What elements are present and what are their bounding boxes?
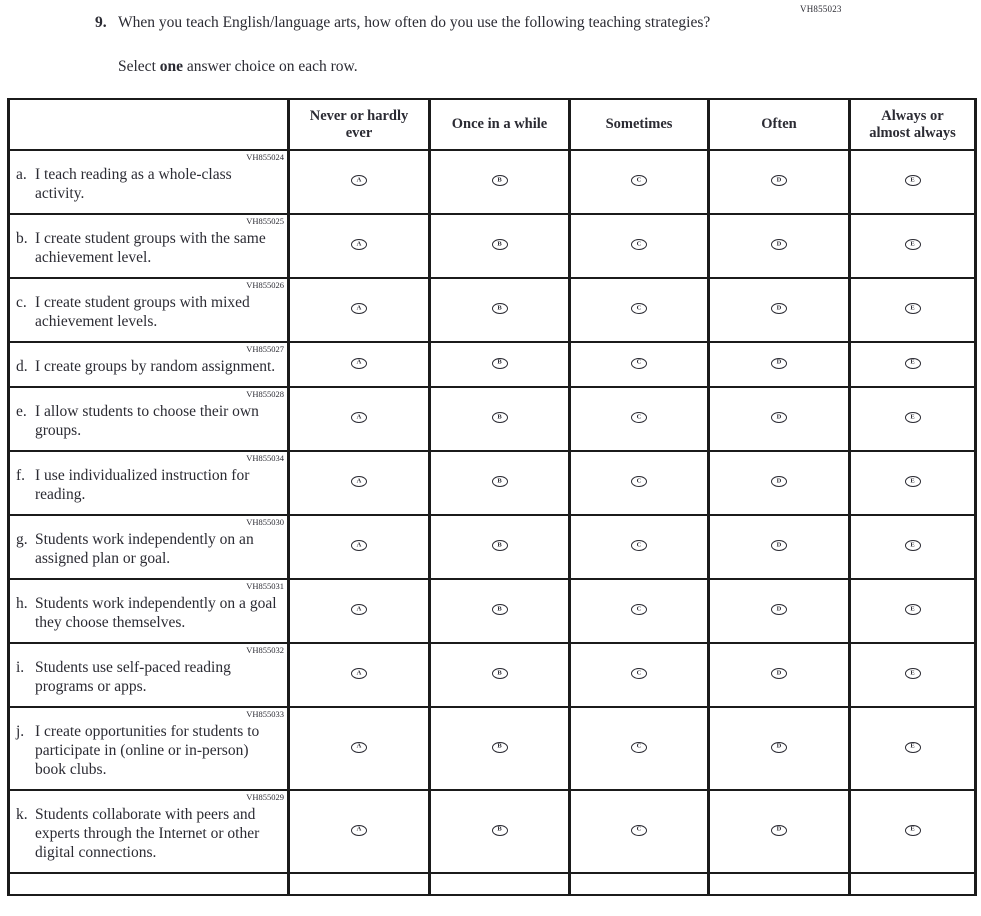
row-text: Students work independently on an assigned plan or goal. — [35, 531, 254, 567]
answer-bubble-letter: A — [356, 605, 362, 613]
column-header: Always or almost always — [850, 99, 976, 150]
answer-cell — [709, 342, 850, 387]
answer-bubble-letter: B — [497, 605, 502, 613]
answer-cell — [430, 214, 570, 278]
answer-bubble-letter: A — [356, 358, 362, 366]
answer-bubble-b[interactable] — [492, 175, 508, 186]
answer-bubble-e[interactable] — [905, 825, 921, 836]
row-code: VH855024 — [246, 152, 284, 162]
answer-bubble-letter: E — [910, 358, 915, 366]
answer-cell — [709, 451, 850, 515]
row-text: I create student groups with the same achievement level. — [35, 230, 266, 266]
answer-bubble-b[interactable] — [492, 825, 508, 836]
row-letter: k. — [16, 806, 28, 823]
answer-bubble-e[interactable] — [905, 668, 921, 679]
question-number: 9. — [95, 14, 107, 31]
answer-bubble-a[interactable] — [351, 175, 367, 186]
cutoff-row — [9, 873, 976, 895]
answer-cell — [430, 579, 570, 643]
row-letter: d. — [16, 358, 28, 375]
answer-bubble-letter: B — [497, 742, 502, 750]
answer-cell — [850, 579, 976, 643]
answer-bubble-d[interactable] — [771, 412, 787, 423]
answer-bubble-letter: C — [636, 240, 642, 248]
answer-bubble-letter: A — [356, 240, 362, 248]
instruction-post: answer choice on each row. — [183, 58, 358, 75]
row-code: VH855025 — [246, 216, 284, 226]
answer-cell — [289, 790, 430, 873]
answer-bubble-letter: B — [497, 304, 502, 312]
answer-cell — [709, 790, 850, 873]
question-block — [95, 12, 746, 33]
answer-cell — [850, 387, 976, 451]
answer-cell — [850, 214, 976, 278]
answer-cell — [289, 451, 430, 515]
answer-bubble-e[interactable] — [905, 742, 921, 753]
answer-cell — [430, 515, 570, 579]
answer-cell — [430, 707, 570, 790]
cutoff-cell — [430, 873, 570, 895]
cutoff-cell — [570, 873, 709, 895]
answer-bubble-e[interactable] — [905, 175, 921, 186]
row-letter: b. — [16, 230, 28, 247]
instruction-bold: one — [159, 58, 183, 75]
answer-cell — [570, 707, 709, 790]
row-code: VH855034 — [246, 453, 284, 463]
answer-bubble-d[interactable] — [771, 742, 787, 753]
answer-bubble-a[interactable] — [351, 742, 367, 753]
answer-bubble-a[interactable] — [351, 476, 367, 487]
answer-cell — [850, 515, 976, 579]
answer-bubble-c[interactable] — [631, 412, 647, 423]
answer-bubble-letter: A — [356, 541, 362, 549]
answer-cell — [850, 643, 976, 707]
table-row — [9, 579, 976, 643]
answer-bubble-d[interactable] — [771, 239, 787, 250]
answer-bubble-letter: C — [636, 669, 642, 677]
row-text: I use individualized instruction for reading. — [35, 467, 250, 503]
answer-cell — [709, 515, 850, 579]
answer-bubble-letter: C — [636, 413, 642, 421]
answer-bubble-letter: C — [636, 605, 642, 613]
answer-bubble-letter: E — [910, 176, 915, 184]
answer-bubble-e[interactable] — [905, 358, 921, 369]
answer-cell — [709, 278, 850, 342]
answer-bubble-c[interactable] — [631, 239, 647, 250]
answer-bubble-e[interactable] — [905, 604, 921, 615]
answer-cell — [430, 451, 570, 515]
answer-bubble-letter: D — [776, 541, 782, 549]
answer-cell — [289, 707, 430, 790]
answer-bubble-letter: B — [497, 669, 502, 677]
form-code: VH855023 — [800, 4, 842, 14]
answer-cell — [430, 150, 570, 214]
row-code: VH855032 — [246, 645, 284, 655]
answer-bubble-letter: A — [356, 477, 362, 485]
answer-bubble-letter: D — [776, 605, 782, 613]
answer-cell — [850, 790, 976, 873]
answer-bubble-letter: B — [497, 477, 502, 485]
answer-cell — [570, 214, 709, 278]
column-header: Sometimes — [570, 99, 709, 150]
answer-cell — [430, 643, 570, 707]
answer-bubble-d[interactable] — [771, 303, 787, 314]
answer-bubble-a[interactable] — [351, 668, 367, 679]
answer-bubble-letter: D — [776, 825, 782, 833]
answer-cell — [430, 387, 570, 451]
cutoff-cell — [709, 873, 850, 895]
answer-bubble-c[interactable] — [631, 604, 647, 615]
answer-bubble-a[interactable] — [351, 303, 367, 314]
answer-cell — [570, 579, 709, 643]
answer-bubble-d[interactable] — [771, 668, 787, 679]
row-text: Students collaborate with peers and experts through the Internet or other digital connections. — [35, 806, 260, 861]
answer-cell — [289, 579, 430, 643]
answer-bubble-letter: D — [776, 240, 782, 248]
row-code: VH855031 — [246, 581, 284, 591]
answer-bubble-letter: B — [497, 541, 502, 549]
question-text: When you teach English/language arts, how often do you use the following teaching strategies? — [118, 14, 711, 31]
table-row — [9, 150, 976, 214]
answer-bubble-letter: C — [636, 358, 642, 366]
answer-cell — [430, 790, 570, 873]
answer-bubble-letter: D — [776, 477, 782, 485]
answer-bubble-d[interactable] — [771, 604, 787, 615]
answer-cell — [850, 451, 976, 515]
answer-bubble-d[interactable] — [771, 476, 787, 487]
answer-bubble-letter: E — [910, 541, 915, 549]
answer-cell — [570, 150, 709, 214]
header-row — [9, 99, 976, 150]
answer-cell — [570, 643, 709, 707]
row-text: I teach reading as a whole-class activity. — [35, 166, 232, 202]
answer-bubble-c[interactable] — [631, 175, 647, 186]
table-row — [9, 342, 976, 387]
table-row — [9, 451, 976, 515]
row-code: VH855028 — [246, 389, 284, 399]
row-letter: e. — [16, 403, 27, 420]
answer-bubble-d[interactable] — [771, 540, 787, 551]
answer-cell — [289, 278, 430, 342]
answer-cell — [709, 387, 850, 451]
answer-bubble-letter: E — [910, 825, 915, 833]
answer-bubble-letter: E — [910, 304, 915, 312]
answer-bubble-letter: E — [910, 605, 915, 613]
answer-bubble-letter: E — [910, 742, 915, 750]
answer-bubble-letter: C — [636, 477, 642, 485]
header-stub-cell — [9, 99, 289, 150]
answer-bubble-letter: B — [497, 413, 502, 421]
answer-cell — [430, 342, 570, 387]
answer-cell — [850, 150, 976, 214]
answer-cell — [430, 278, 570, 342]
row-letter: g. — [16, 531, 28, 548]
answer-bubble-letter: B — [497, 176, 502, 184]
answer-bubble-b[interactable] — [492, 668, 508, 679]
answer-bubble-b[interactable] — [492, 540, 508, 551]
question-instruction — [118, 57, 358, 77]
answer-bubble-b[interactable] — [492, 476, 508, 487]
row-text: Students use self-paced reading programs or apps. — [35, 659, 231, 695]
survey-table-body — [9, 150, 976, 895]
answer-cell — [709, 643, 850, 707]
row-text: I allow students to choose their own groups. — [35, 403, 259, 439]
answer-bubble-a[interactable] — [351, 358, 367, 369]
answer-cell — [850, 278, 976, 342]
answer-bubble-a[interactable] — [351, 412, 367, 423]
item-cell — [9, 643, 289, 707]
row-code: VH855030 — [246, 517, 284, 527]
table-row — [9, 790, 976, 873]
row-letter: i. — [16, 659, 25, 676]
answer-cell — [289, 214, 430, 278]
answer-bubble-letter: A — [356, 742, 362, 750]
answer-bubble-letter: B — [497, 358, 502, 366]
answer-cell — [570, 387, 709, 451]
item-cell — [9, 342, 289, 387]
answer-bubble-a[interactable] — [351, 604, 367, 615]
answer-cell — [709, 707, 850, 790]
answer-cell — [570, 515, 709, 579]
answer-cell — [709, 214, 850, 278]
answer-bubble-letter: A — [356, 669, 362, 677]
row-text: Students work independently on a goal they choose themselves. — [35, 595, 277, 631]
answer-bubble-letter: C — [636, 541, 642, 549]
answer-bubble-e[interactable] — [905, 303, 921, 314]
row-letter: j. — [16, 723, 25, 740]
answer-bubble-letter: D — [776, 176, 782, 184]
answer-cell — [850, 342, 976, 387]
answer-bubble-letter: A — [356, 304, 362, 312]
row-text: I create student groups with mixed achievement levels. — [35, 294, 250, 330]
answer-bubble-a[interactable] — [351, 540, 367, 551]
answer-bubble-b[interactable] — [492, 604, 508, 615]
answer-cell — [709, 579, 850, 643]
answer-cell — [289, 515, 430, 579]
answer-bubble-e[interactable] — [905, 239, 921, 250]
row-code: VH855033 — [246, 709, 284, 719]
answer-bubble-c[interactable] — [631, 742, 647, 753]
answer-bubble-letter: E — [910, 669, 915, 677]
cutoff-cell — [850, 873, 976, 895]
answer-bubble-c[interactable] — [631, 540, 647, 551]
answer-bubble-d[interactable] — [771, 175, 787, 186]
answer-bubble-letter: D — [776, 358, 782, 366]
answer-cell — [289, 387, 430, 451]
row-letter: f. — [16, 467, 26, 484]
answer-bubble-c[interactable] — [631, 825, 647, 836]
instruction-pre: Select — [118, 58, 160, 75]
answer-bubble-d[interactable] — [771, 358, 787, 369]
table-row — [9, 643, 976, 707]
answer-bubble-b[interactable] — [492, 303, 508, 314]
answer-bubble-e[interactable] — [905, 540, 921, 551]
answer-bubble-letter: D — [776, 413, 782, 421]
item-cell — [9, 387, 289, 451]
answer-bubble-letter: D — [776, 742, 782, 750]
row-letter: c. — [16, 294, 27, 311]
answer-bubble-letter: B — [497, 825, 502, 833]
item-cell — [9, 790, 289, 873]
answer-bubble-c[interactable] — [631, 668, 647, 679]
answer-bubble-letter: C — [636, 304, 642, 312]
answer-bubble-letter: B — [497, 240, 502, 248]
row-code: VH855029 — [246, 792, 284, 802]
row-code: VH855027 — [246, 344, 284, 354]
answer-cell — [570, 278, 709, 342]
answer-bubble-a[interactable] — [351, 825, 367, 836]
item-cell — [9, 707, 289, 790]
answer-cell — [289, 643, 430, 707]
item-cell — [9, 150, 289, 214]
answer-bubble-letter: A — [356, 413, 362, 421]
answer-bubble-b[interactable] — [492, 412, 508, 423]
answer-bubble-letter: A — [356, 825, 362, 833]
answer-bubble-b[interactable] — [492, 358, 508, 369]
row-letter: a. — [16, 166, 27, 183]
table-row — [9, 515, 976, 579]
answer-cell — [709, 150, 850, 214]
column-header: Never or hardly ever — [289, 99, 430, 150]
answer-bubble-letter: C — [636, 176, 642, 184]
answer-bubble-b[interactable] — [492, 239, 508, 250]
answer-bubble-letter: A — [356, 176, 362, 184]
column-header: Often — [709, 99, 850, 150]
answer-cell — [850, 707, 976, 790]
row-text: I create groups by random assignment. — [35, 358, 276, 375]
item-cell — [9, 278, 289, 342]
answer-cell — [570, 451, 709, 515]
answer-bubble-letter: E — [910, 477, 915, 485]
cutoff-cell — [289, 873, 430, 895]
answer-bubble-letter: E — [910, 240, 915, 248]
column-header: Once in a while — [430, 99, 570, 150]
answer-bubble-b[interactable] — [492, 742, 508, 753]
item-cell — [9, 579, 289, 643]
item-cell — [9, 515, 289, 579]
row-code: VH855026 — [246, 280, 284, 290]
answer-bubble-d[interactable] — [771, 825, 787, 836]
answer-bubble-c[interactable] — [631, 358, 647, 369]
table-row — [9, 278, 976, 342]
table-row — [9, 387, 976, 451]
answer-cell — [289, 342, 430, 387]
answer-bubble-e[interactable] — [905, 412, 921, 423]
answer-bubble-c[interactable] — [631, 476, 647, 487]
answer-cell — [570, 790, 709, 873]
answer-bubble-c[interactable] — [631, 303, 647, 314]
answer-bubble-a[interactable] — [351, 239, 367, 250]
survey-table — [7, 98, 977, 896]
cutoff-cell — [9, 873, 289, 895]
row-letter: h. — [16, 595, 28, 612]
item-cell — [9, 451, 289, 515]
answer-bubble-letter: D — [776, 304, 782, 312]
row-text: I create opportunities for students to participate in (online or in-person) book clubs. — [35, 723, 260, 778]
answer-bubble-e[interactable] — [905, 476, 921, 487]
answer-cell — [570, 342, 709, 387]
item-cell — [9, 214, 289, 278]
answer-bubble-letter: E — [910, 413, 915, 421]
table-row — [9, 707, 976, 790]
table-row — [9, 214, 976, 278]
answer-bubble-letter: D — [776, 669, 782, 677]
answer-cell — [289, 150, 430, 214]
answer-bubble-letter: C — [636, 742, 642, 750]
answer-bubble-letter: C — [636, 825, 642, 833]
